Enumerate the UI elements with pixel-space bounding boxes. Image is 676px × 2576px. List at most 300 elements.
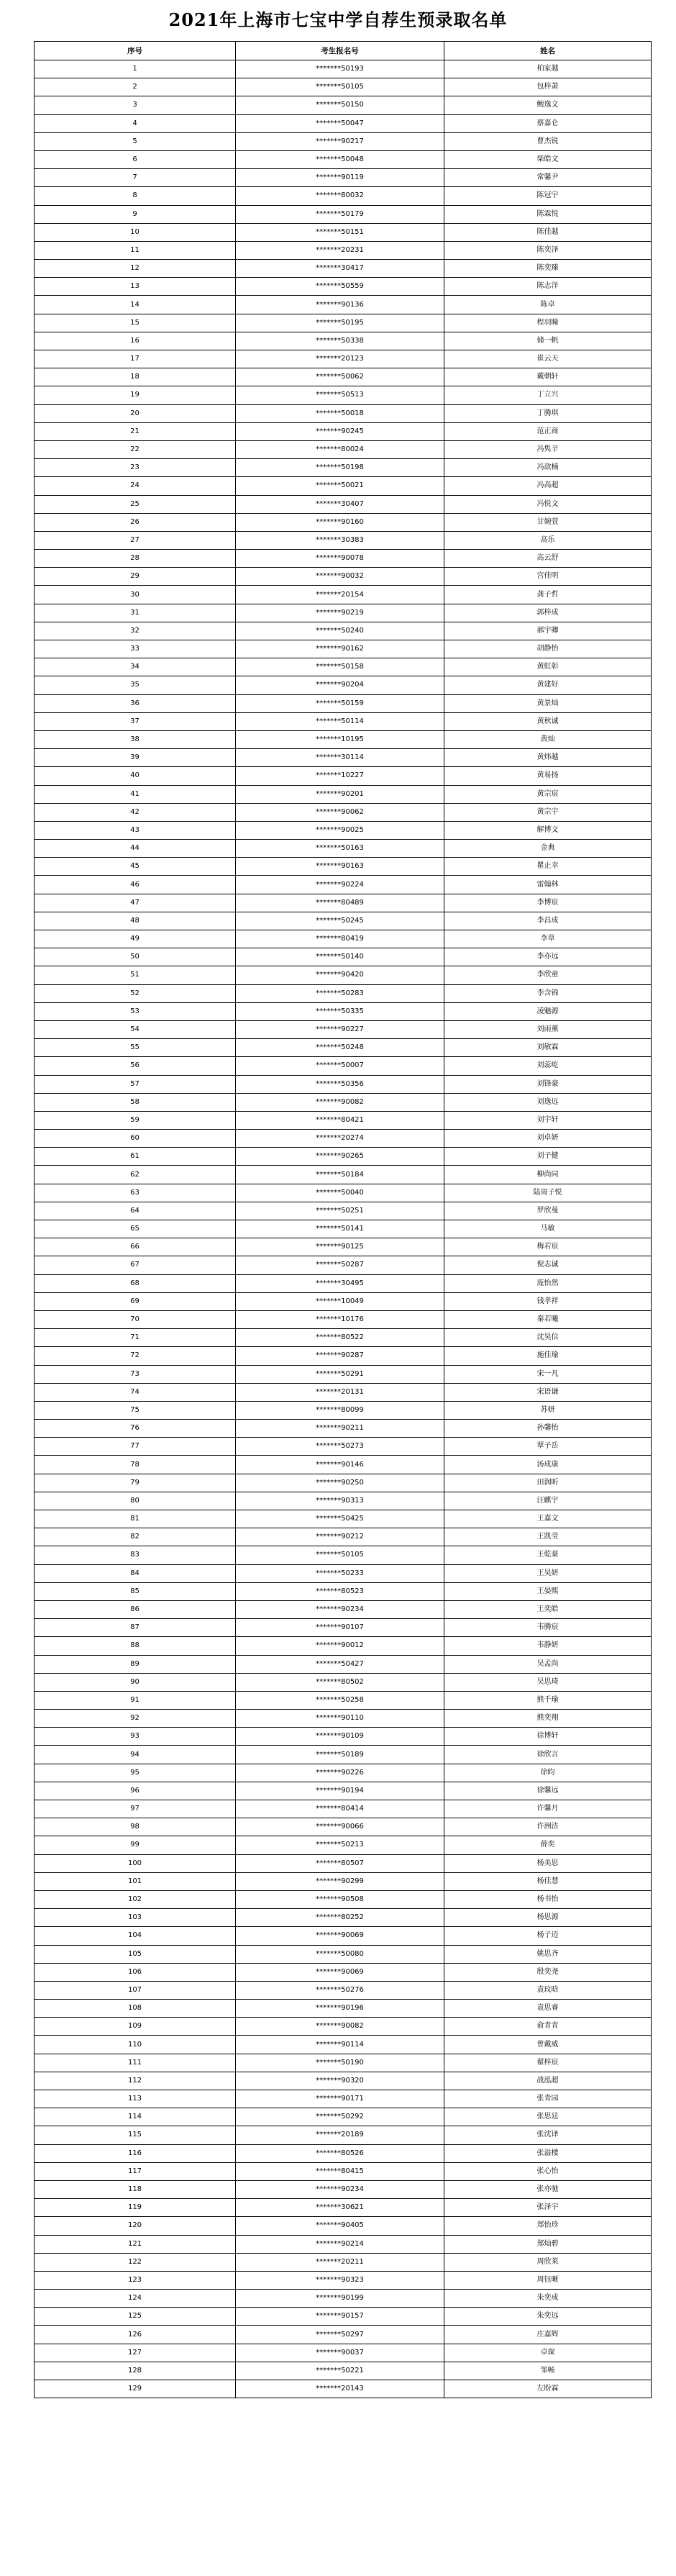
cell-registration-number: *******90012 [236, 1637, 444, 1655]
table-row [35, 640, 652, 658]
cell-student-name: 朱奕成 [444, 2290, 652, 2308]
table-row [35, 1546, 652, 1564]
cell-registration-number: *******90313 [236, 1492, 444, 1510]
cell-index: 40 [35, 767, 236, 785]
cell-index: 109 [35, 2018, 236, 2036]
cell-student-name: 钱孝祥 [444, 1292, 652, 1310]
cell-index: 35 [35, 676, 236, 694]
table-row [35, 350, 652, 368]
table-row [35, 821, 652, 839]
cell-student-name: 丁立兴 [444, 386, 652, 404]
cell-registration-number: *******10195 [236, 730, 444, 748]
cell-registration-number: *******50193 [236, 60, 444, 78]
cell-index: 14 [35, 296, 236, 314]
table-row [35, 2235, 652, 2253]
cell-index: 115 [35, 2126, 236, 2144]
cell-registration-number: *******50184 [236, 1166, 444, 1184]
cell-index: 96 [35, 1782, 236, 1800]
cell-student-name: 冯悦文 [444, 495, 652, 513]
table-row [35, 876, 652, 894]
cell-index: 48 [35, 912, 236, 930]
cell-registration-number: *******90287 [236, 1347, 444, 1365]
cell-index: 8 [35, 187, 236, 205]
cell-index: 22 [35, 440, 236, 458]
cell-registration-number: *******90250 [236, 1474, 444, 1492]
cell-index: 63 [35, 1184, 236, 1202]
cell-student-name: 范正商 [444, 422, 652, 440]
cell-index: 76 [35, 1420, 236, 1438]
cell-index: 50 [35, 948, 236, 966]
cell-student-name: 刘锋豪 [444, 1075, 652, 1093]
cell-index: 41 [35, 785, 236, 803]
cell-registration-number: *******90146 [236, 1456, 444, 1474]
cell-registration-number: *******90114 [236, 2036, 444, 2054]
cell-student-name: 李亦远 [444, 948, 652, 966]
cell-index: 27 [35, 531, 236, 549]
table-row [35, 767, 652, 785]
table-row [35, 1710, 652, 1728]
table-row [35, 1202, 652, 1220]
cell-index: 79 [35, 1474, 236, 1492]
cell-index: 55 [35, 1039, 236, 1057]
table-row [35, 803, 652, 821]
cell-registration-number: *******50140 [236, 948, 444, 966]
cell-student-name: 李含锦 [444, 984, 652, 1002]
cell-student-name: 陈冠宇 [444, 187, 652, 205]
cell-index: 54 [35, 1020, 236, 1038]
cell-student-name: 崔云天 [444, 350, 652, 368]
cell-registration-number: *******90160 [236, 513, 444, 531]
cell-student-name: 黄灿 [444, 730, 652, 748]
cell-registration-number: *******20189 [236, 2126, 444, 2144]
cell-index: 4 [35, 114, 236, 132]
cell-index: 83 [35, 1546, 236, 1564]
cell-index: 6 [35, 150, 236, 168]
table-row [35, 332, 652, 350]
table-row [35, 1093, 652, 1111]
cell-index: 3 [35, 96, 236, 114]
cell-student-name: 曹杰锐 [444, 132, 652, 150]
cell-registration-number: *******50297 [236, 2326, 444, 2344]
table-row [35, 114, 652, 132]
cell-registration-number: *******90162 [236, 640, 444, 658]
cell-index: 108 [35, 2000, 236, 2018]
cell-student-name: 瞿止幸 [444, 858, 652, 876]
cell-registration-number: *******50195 [236, 314, 444, 332]
cell-registration-number: *******20154 [236, 586, 444, 604]
table-row [35, 2162, 652, 2180]
cell-registration-number: *******90234 [236, 1600, 444, 1618]
cell-registration-number: *******90405 [236, 2217, 444, 2235]
table-row [35, 1818, 652, 1836]
cell-index: 62 [35, 1166, 236, 1184]
table-row [35, 1274, 652, 1292]
cell-registration-number: *******90226 [236, 1764, 444, 1782]
cell-student-name: 袁玟晗 [444, 1981, 652, 1999]
cell-student-name: 马敏 [444, 1220, 652, 1238]
cell-student-name: 郑怡珍 [444, 2217, 652, 2235]
cell-index: 81 [35, 1510, 236, 1528]
cell-registration-number: *******90163 [236, 858, 444, 876]
cell-registration-number: *******50105 [236, 1546, 444, 1564]
cell-index: 29 [35, 568, 236, 586]
cell-index: 43 [35, 821, 236, 839]
cell-student-name: 陆周子悦 [444, 1184, 652, 1202]
cell-registration-number: *******50163 [236, 840, 444, 858]
cell-registration-number: *******90320 [236, 2072, 444, 2090]
table-row [35, 241, 652, 259]
cell-registration-number: *******50513 [236, 386, 444, 404]
cell-registration-number: *******90201 [236, 785, 444, 803]
table-row [35, 1075, 652, 1093]
cell-index: 67 [35, 1256, 236, 1274]
cell-index: 73 [35, 1365, 236, 1383]
cell-index: 11 [35, 241, 236, 259]
cell-student-name: 刘宇轩 [444, 1111, 652, 1129]
cell-student-name: 姚思齐 [444, 1945, 652, 1963]
cell-index: 56 [35, 1057, 236, 1075]
cell-registration-number: *******50105 [236, 78, 444, 96]
table-row [35, 1909, 652, 1927]
cell-registration-number: *******50233 [236, 1564, 444, 1582]
table-row [35, 1782, 652, 1800]
cell-index: 92 [35, 1710, 236, 1728]
cell-student-name: 黄易扬 [444, 767, 652, 785]
cell-index: 26 [35, 513, 236, 531]
cell-index: 9 [35, 205, 236, 223]
table-row [35, 2018, 652, 2036]
cell-index: 121 [35, 2235, 236, 2253]
cell-student-name: 陈霖悦 [444, 205, 652, 223]
table-row [35, 930, 652, 948]
cell-index: 95 [35, 1764, 236, 1782]
table-row [35, 894, 652, 912]
table-row [35, 604, 652, 622]
table-row [35, 78, 652, 96]
cell-index: 74 [35, 1383, 236, 1401]
cell-student-name: 郝宇卿 [444, 622, 652, 640]
cell-registration-number: *******90066 [236, 1818, 444, 1836]
cell-student-name: 金典 [444, 840, 652, 858]
cell-student-name: 左盼霖 [444, 2380, 652, 2398]
table-row [35, 513, 652, 531]
cell-registration-number: *******90245 [236, 422, 444, 440]
table-row [35, 2326, 652, 2344]
cell-registration-number: *******50287 [236, 1256, 444, 1274]
cell-registration-number: *******80421 [236, 1111, 444, 1129]
cell-registration-number: *******50338 [236, 332, 444, 350]
cell-student-name: 周欣莱 [444, 2253, 652, 2271]
table-row [35, 187, 652, 205]
cell-student-name: 包梓萧 [444, 78, 652, 96]
cell-student-name: 李博宸 [444, 894, 652, 912]
header-index: 序号 [35, 42, 236, 60]
cell-index: 51 [35, 966, 236, 984]
table-row [35, 1746, 652, 1764]
cell-student-name: 陈志洋 [444, 278, 652, 296]
cell-student-name: 黄秋诚 [444, 712, 652, 730]
table-row [35, 1438, 652, 1456]
cell-registration-number: *******10049 [236, 1292, 444, 1310]
cell-registration-number: *******90265 [236, 1148, 444, 1166]
table-row [35, 730, 652, 748]
cell-registration-number: *******90107 [236, 1619, 444, 1637]
table-row [35, 386, 652, 404]
cell-index: 70 [35, 1310, 236, 1328]
cell-registration-number: *******80526 [236, 2144, 444, 2162]
table-row [35, 2072, 652, 2090]
cell-student-name: 吴孟尚 [444, 1655, 652, 1673]
cell-student-name: 卓琛 [444, 2344, 652, 2362]
table-row [35, 296, 652, 314]
cell-index: 82 [35, 1528, 236, 1546]
table-row [35, 694, 652, 712]
table-row [35, 984, 652, 1002]
cell-registration-number: *******50335 [236, 1002, 444, 1020]
cell-registration-number: *******10227 [236, 767, 444, 785]
cell-student-name: 韦腾宸 [444, 1619, 652, 1637]
cell-registration-number: *******90199 [236, 2290, 444, 2308]
table-row [35, 459, 652, 477]
cell-index: 89 [35, 1655, 236, 1673]
cell-index: 31 [35, 604, 236, 622]
cell-registration-number: *******50273 [236, 1438, 444, 1456]
cell-index: 84 [35, 1564, 236, 1582]
table-row [35, 1836, 652, 1854]
cell-index: 75 [35, 1401, 236, 1419]
cell-student-name: 李昌成 [444, 912, 652, 930]
cell-index: 59 [35, 1111, 236, 1129]
cell-registration-number: *******10176 [236, 1310, 444, 1328]
cell-student-name: 薛奕 [444, 1836, 652, 1854]
cell-registration-number: *******30495 [236, 1274, 444, 1292]
table-row [35, 260, 652, 278]
table-row [35, 966, 652, 984]
cell-index: 65 [35, 1220, 236, 1238]
table-row [35, 858, 652, 876]
cell-registration-number: *******20123 [236, 350, 444, 368]
table-row [35, 2253, 652, 2271]
cell-index: 19 [35, 386, 236, 404]
table-row [35, 440, 652, 458]
cell-student-name: 张心怡 [444, 2162, 652, 2180]
cell-index: 106 [35, 1963, 236, 1981]
table-row [35, 60, 652, 78]
cell-registration-number: *******90082 [236, 1093, 444, 1111]
cell-student-name: 杨子迈 [444, 1927, 652, 1945]
table-row [35, 658, 652, 676]
cell-student-name: 杨佳慧 [444, 1872, 652, 1890]
table-row [35, 1945, 652, 1963]
table-row [35, 1963, 652, 1981]
cell-registration-number: *******80252 [236, 1909, 444, 1927]
table-row [35, 1510, 652, 1528]
table-row [35, 1383, 652, 1401]
cell-student-name: 常馨尹 [444, 169, 652, 187]
cell-student-name: 王昊妍 [444, 1564, 652, 1582]
table-row [35, 1002, 652, 1020]
table-row [35, 1474, 652, 1492]
cell-index: 101 [35, 1872, 236, 1890]
table-row [35, 1347, 652, 1365]
cell-index: 123 [35, 2271, 236, 2289]
cell-student-name: 刘敏霖 [444, 1039, 652, 1057]
cell-index: 21 [35, 422, 236, 440]
cell-student-name: 张青园 [444, 2090, 652, 2108]
table-row [35, 1020, 652, 1038]
cell-registration-number: *******80414 [236, 1800, 444, 1818]
table-row [35, 1691, 652, 1709]
table-row [35, 1365, 652, 1383]
cell-index: 10 [35, 223, 236, 241]
cell-index: 44 [35, 840, 236, 858]
cell-registration-number: *******90069 [236, 1927, 444, 1945]
cell-registration-number: *******20131 [236, 1383, 444, 1401]
cell-index: 105 [35, 1945, 236, 1963]
cell-index: 15 [35, 314, 236, 332]
table-row [35, 1927, 652, 1945]
cell-student-name: 黄宗宇 [444, 803, 652, 821]
cell-index: 90 [35, 1673, 236, 1691]
cell-registration-number: *******50292 [236, 2108, 444, 2126]
table-row [35, 1130, 652, 1148]
cell-registration-number: *******50356 [236, 1075, 444, 1093]
cell-student-name: 张溢楼 [444, 2144, 652, 2162]
table-body [35, 60, 652, 2398]
table-row [35, 205, 652, 223]
table-header-row [35, 42, 652, 60]
cell-index: 124 [35, 2290, 236, 2308]
table-row [35, 2180, 652, 2198]
table-row [35, 2290, 652, 2308]
cell-registration-number: *******20231 [236, 241, 444, 259]
cell-registration-number: *******90219 [236, 604, 444, 622]
cell-student-name: 陈卓 [444, 296, 652, 314]
table-row [35, 404, 652, 422]
cell-student-name: 宋语谦 [444, 1383, 652, 1401]
cell-registration-number: *******90508 [236, 1890, 444, 1908]
cell-index: 17 [35, 350, 236, 368]
cell-index: 2 [35, 78, 236, 96]
table-row [35, 2199, 652, 2217]
cell-registration-number: *******80522 [236, 1329, 444, 1347]
cell-registration-number: *******50040 [236, 1184, 444, 1202]
cell-registration-number: *******90082 [236, 2018, 444, 2036]
cell-student-name: 高乐 [444, 531, 652, 549]
cell-index: 39 [35, 749, 236, 767]
cell-student-name: 许洲洁 [444, 1818, 652, 1836]
cell-registration-number: *******80415 [236, 2162, 444, 2180]
cell-registration-number: *******90062 [236, 803, 444, 821]
cell-registration-number: *******30383 [236, 531, 444, 549]
cell-registration-number: *******80489 [236, 894, 444, 912]
cell-index: 33 [35, 640, 236, 658]
cell-registration-number: *******50248 [236, 1039, 444, 1057]
cell-index: 97 [35, 1800, 236, 1818]
cell-index: 77 [35, 1438, 236, 1456]
table-row [35, 278, 652, 296]
cell-student-name: 黄景灿 [444, 694, 652, 712]
cell-student-name: 冯高超 [444, 477, 652, 495]
cell-index: 5 [35, 132, 236, 150]
cell-registration-number: *******50251 [236, 1202, 444, 1220]
cell-student-name: 龚子哲 [444, 586, 652, 604]
cell-registration-number: *******50427 [236, 1655, 444, 1673]
cell-index: 87 [35, 1619, 236, 1637]
cell-student-name: 战泓超 [444, 2072, 652, 2090]
cell-student-name: 杨美思 [444, 1854, 652, 1872]
cell-student-name: 袁思睿 [444, 2000, 652, 2018]
table-row [35, 2126, 652, 2144]
table-row [35, 2271, 652, 2289]
table-row [35, 1111, 652, 1129]
cell-registration-number: *******30114 [236, 749, 444, 767]
cell-student-name: 甘婉萱 [444, 513, 652, 531]
cell-index: 18 [35, 368, 236, 386]
cell-index: 57 [35, 1075, 236, 1093]
cell-index: 125 [35, 2308, 236, 2326]
cell-registration-number: *******90227 [236, 1020, 444, 1038]
table-row [35, 1890, 652, 1908]
cell-index: 86 [35, 1600, 236, 1618]
cell-index: 52 [35, 984, 236, 1002]
cell-student-name: 程羽瞳 [444, 314, 652, 332]
cell-index: 93 [35, 1728, 236, 1746]
cell-student-name: 周钰晰 [444, 2271, 652, 2289]
table-row [35, 314, 652, 332]
table-row [35, 1564, 652, 1582]
cell-index: 104 [35, 1927, 236, 1945]
cell-index: 98 [35, 1818, 236, 1836]
table-row [35, 495, 652, 513]
table-row [35, 1800, 652, 1818]
cell-student-name: 汤成康 [444, 1456, 652, 1474]
cell-student-name: 张思廷 [444, 2108, 652, 2126]
cell-registration-number: *******50114 [236, 712, 444, 730]
cell-index: 69 [35, 1292, 236, 1310]
table-row [35, 1637, 652, 1655]
cell-index: 1 [35, 60, 236, 78]
cell-index: 34 [35, 658, 236, 676]
cell-index: 38 [35, 730, 236, 748]
cell-student-name: 沈昊信 [444, 1329, 652, 1347]
cell-registration-number: *******80502 [236, 1673, 444, 1691]
cell-registration-number: *******80419 [236, 930, 444, 948]
cell-registration-number: *******50062 [236, 368, 444, 386]
cell-index: 25 [35, 495, 236, 513]
cell-index: 37 [35, 712, 236, 730]
cell-index: 118 [35, 2180, 236, 2198]
table-row [35, 1764, 652, 1782]
cell-student-name: 陈奕臻 [444, 260, 652, 278]
table-row [35, 568, 652, 586]
cell-student-name: 倪志诚 [444, 1256, 652, 1274]
table-row [35, 1057, 652, 1075]
table-row [35, 223, 652, 241]
cell-index: 58 [35, 1093, 236, 1111]
cell-index: 116 [35, 2144, 236, 2162]
table-row [35, 1310, 652, 1328]
cell-registration-number: *******90109 [236, 1728, 444, 1746]
cell-student-name: 梅若宸 [444, 1238, 652, 1256]
cell-registration-number: *******90110 [236, 1710, 444, 1728]
table-row [35, 1238, 652, 1256]
cell-index: 32 [35, 622, 236, 640]
cell-registration-number: *******30417 [236, 260, 444, 278]
cell-student-name: 高云舒 [444, 550, 652, 568]
cell-registration-number: *******90194 [236, 1782, 444, 1800]
cell-index: 66 [35, 1238, 236, 1256]
